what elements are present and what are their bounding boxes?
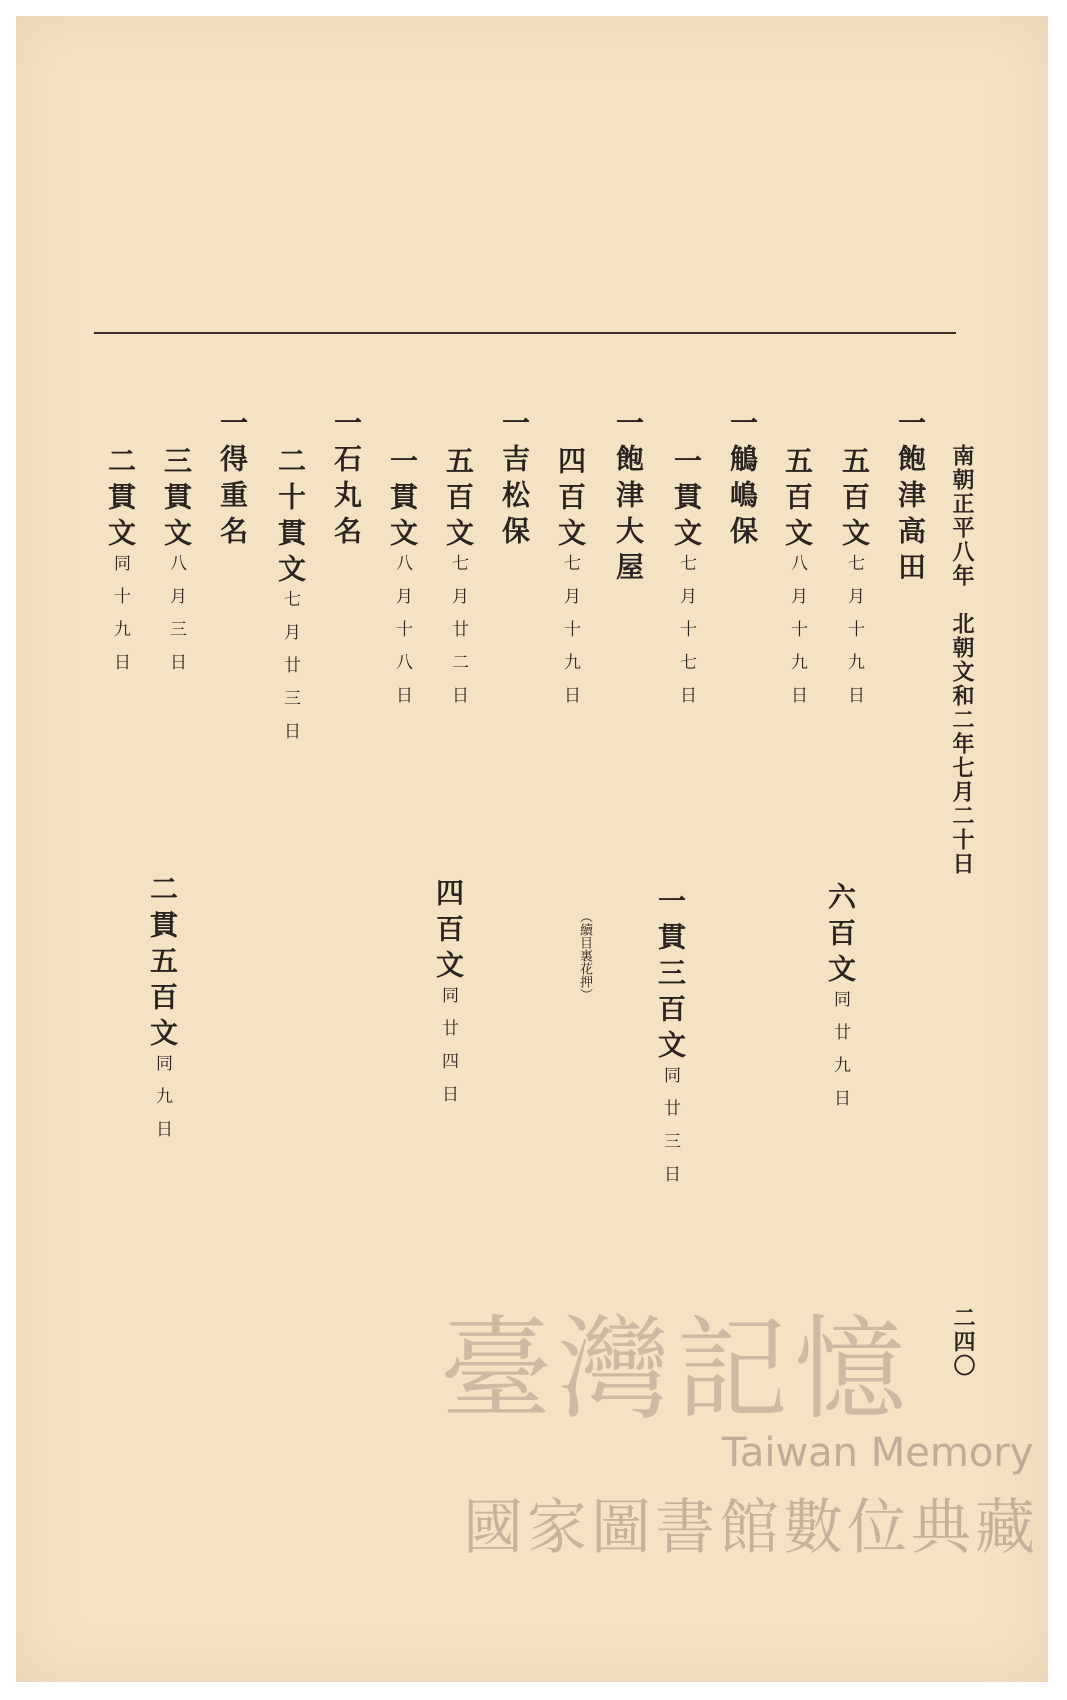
horizontal-rule <box>94 332 956 334</box>
entry-date: 八月十九日 <box>787 554 807 719</box>
entry-date: 同九日 <box>152 1054 172 1153</box>
watermark-english: Taiwan Memory <box>722 1430 1034 1476</box>
entry-line <box>726 408 759 552</box>
entry-date: 八月三日 <box>166 554 186 686</box>
entry-main: 一飽津高田 <box>894 408 927 588</box>
entry-main: 二貫五百文 <box>146 874 179 1054</box>
entry-line <box>274 446 307 755</box>
entry-line <box>894 408 927 588</box>
entry-line <box>670 446 703 719</box>
entry-main: 四百文 <box>554 446 587 554</box>
entry-date: 同廿九日 <box>830 990 850 1122</box>
entry-line-lower <box>654 886 687 1198</box>
entry-line-lower <box>146 874 179 1153</box>
entry-line <box>612 408 645 588</box>
entry-date: 七月廿二日 <box>448 554 468 719</box>
entry-main: 一得重名 <box>216 408 249 552</box>
watermark-library: 國家圖書館數位典藏 <box>463 1493 1039 1563</box>
entry-line <box>104 446 137 686</box>
entry-main: 三貫文 <box>160 446 193 554</box>
entry-main: 五百文 <box>442 446 475 554</box>
entry-date: 七月十九日 <box>560 554 580 719</box>
header-date-line: 南朝正平八年 北朝文和二年七月二十日 <box>949 444 975 876</box>
entry-date: 八月十八日 <box>392 554 412 719</box>
entry-main: 一石丸名 <box>330 408 363 552</box>
entry-line <box>330 408 363 552</box>
entry-date: 同廿四日 <box>438 986 458 1118</box>
entry-main: 二貫文 <box>104 446 137 554</box>
entry-line <box>216 408 249 552</box>
entry-main: 五百文 <box>838 446 871 554</box>
entry-main: 四百文 <box>432 878 465 986</box>
entry-main: 六百文 <box>824 882 857 990</box>
entry-main: 一鵤嶋保 <box>726 408 759 552</box>
entry-main: 一貫文 <box>386 446 419 554</box>
entry-main: 一貫三百文 <box>654 886 687 1066</box>
entry-line <box>442 446 475 719</box>
entry-line <box>838 446 871 719</box>
page-number: 二四〇 <box>950 1306 976 1378</box>
watermark-title: 臺灣記憶 <box>440 1305 912 1435</box>
entry-date: 同廿三日 <box>660 1066 680 1198</box>
entry-main: 五百文 <box>781 446 814 554</box>
entry-line-lower <box>432 878 465 1118</box>
entry-date: 七月廿三日 <box>280 590 300 755</box>
entry-date: 七月十九日 <box>844 554 864 719</box>
entry-date: 同十九日 <box>110 554 130 686</box>
entry-line <box>498 408 531 552</box>
entry-line <box>160 446 193 686</box>
entry-main: 一貫文 <box>670 446 703 554</box>
entry-line-lower <box>824 882 857 1122</box>
entry-main: 一飽津大屋 <box>612 408 645 588</box>
seal-note: （續目裏花押） <box>577 910 592 1001</box>
entry-main: 一吉松保 <box>498 408 531 552</box>
entry-date: 七月十七日 <box>676 554 696 719</box>
entry-main: 二十貫文 <box>274 446 307 590</box>
entry-line <box>781 446 814 719</box>
entry-line <box>386 446 419 719</box>
entry-line <box>554 446 587 719</box>
